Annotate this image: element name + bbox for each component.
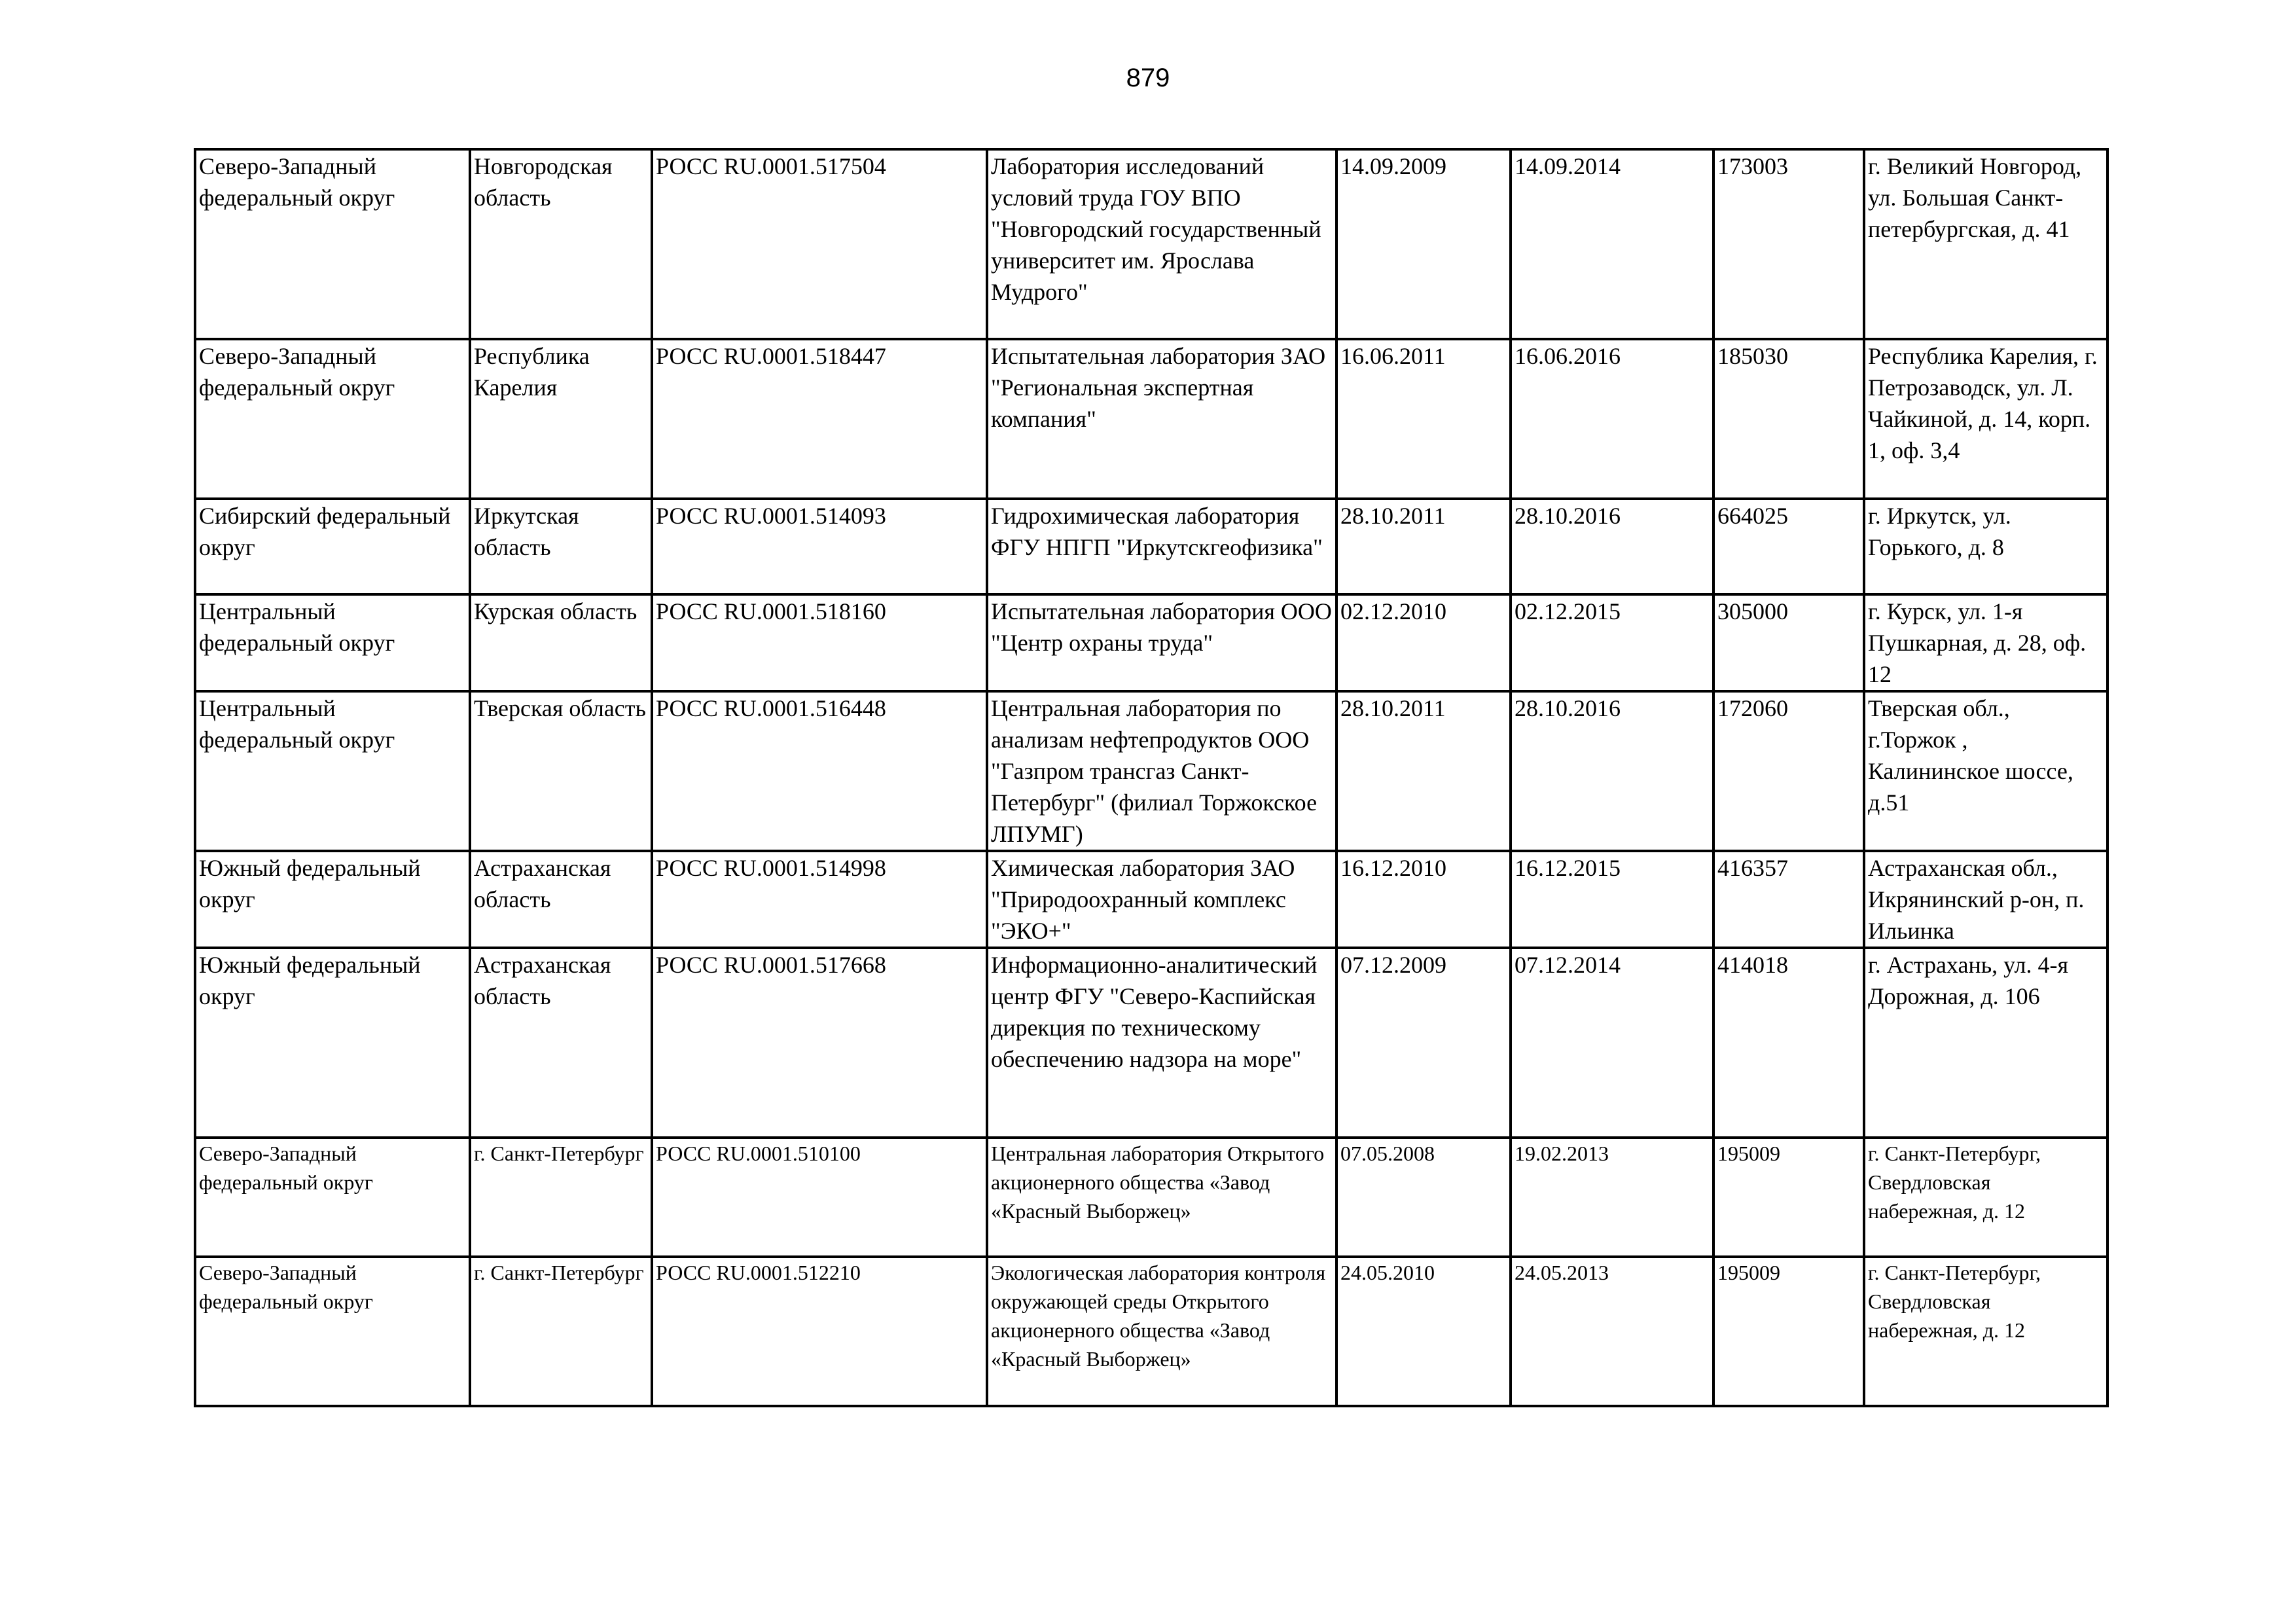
table-row	[195, 149, 2108, 339]
cell-address: г. Санкт-Петербург, Свердловская набережная, д. 12	[1864, 1138, 2108, 1257]
table-row	[195, 339, 2108, 499]
cell-reg-number: РОСС RU.0001.514998	[652, 851, 987, 948]
cell-reg-number: РОСС RU.0001.518447	[652, 339, 987, 499]
cell-date-to: 14.09.2014	[1511, 149, 1713, 339]
cell-reg-number: РОСС RU.0001.510100	[652, 1138, 987, 1257]
cell-address: Астраханская обл., Икрянинский р-он, п. Ильинка	[1864, 851, 2108, 948]
cell-district: Центральный федеральный округ	[195, 594, 470, 691]
cell-date-from: 28.10.2011	[1336, 691, 1511, 851]
cell-date-from: 16.12.2010	[1336, 851, 1511, 948]
cell-date-from: 14.09.2009	[1336, 149, 1511, 339]
table-row	[195, 1138, 2108, 1257]
cell-organization: Экологическая лаборатория контроля окружающей среды Открытого акционерного общества «Завод «Красный Выборжец»	[987, 1257, 1336, 1406]
table-row	[195, 851, 2108, 948]
cell-organization: Гидрохимическая лаборатория ФГУ НПГП "Иркутскгеофизика"	[987, 499, 1336, 594]
cell-reg-number: РОСС RU.0001.516448	[652, 691, 987, 851]
cell-organization: Информационно-аналитический центр ФГУ "Северо-Каспийская дирекция по техническому обеспечению надзора на море"	[987, 948, 1336, 1138]
cell-date-from: 28.10.2011	[1336, 499, 1511, 594]
cell-postcode: 172060	[1713, 691, 1864, 851]
cell-address: г. Курск, ул. 1-я Пушкарная, д. 28, оф. 12	[1864, 594, 2108, 691]
cell-reg-number: РОСС RU.0001.517504	[652, 149, 987, 339]
cell-region: Астраханская область	[470, 948, 652, 1138]
cell-address: г. Иркутск, ул. Горького, д. 8	[1864, 499, 2108, 594]
cell-reg-number: РОСС RU.0001.518160	[652, 594, 987, 691]
cell-address: г. Санкт-Петербург, Свердловская набережная, д. 12	[1864, 1257, 2108, 1406]
cell-date-to: 16.12.2015	[1511, 851, 1713, 948]
cell-date-to: 24.05.2013	[1511, 1257, 1713, 1406]
cell-date-to: 16.06.2016	[1511, 339, 1713, 499]
cell-district: Южный федеральный округ	[195, 851, 470, 948]
cell-region: Новгородская область	[470, 149, 652, 339]
cell-region: г. Санкт-Петербург	[470, 1257, 652, 1406]
cell-district: Центральный федеральный округ	[195, 691, 470, 851]
table-row	[195, 1257, 2108, 1406]
cell-region: Тверская область	[470, 691, 652, 851]
cell-date-to: 28.10.2016	[1511, 499, 1713, 594]
cell-organization: Химическая лаборатория ЗАО "Природоохранный комплекс "ЭКО+"	[987, 851, 1336, 948]
table-row	[195, 594, 2108, 691]
cell-district: Северо-Западный федеральный округ	[195, 1138, 470, 1257]
cell-postcode: 664025	[1713, 499, 1864, 594]
cell-region: Республика Карелия	[470, 339, 652, 499]
cell-district: Северо-Западный федеральный округ	[195, 339, 470, 499]
cell-district: Сибирский федеральный округ	[195, 499, 470, 594]
cell-date-to: 28.10.2016	[1511, 691, 1713, 851]
cell-district: Северо-Западный федеральный округ	[195, 1257, 470, 1406]
cell-organization: Центральная лаборатория Открытого акционерного общества «Завод «Красный Выборжец»	[987, 1138, 1336, 1257]
cell-organization: Испытательная лаборатория ООО "Центр охраны труда"	[987, 594, 1336, 691]
table-row	[195, 499, 2108, 594]
cell-date-to: 19.02.2013	[1511, 1138, 1713, 1257]
cell-date-from: 07.05.2008	[1336, 1138, 1511, 1257]
cell-postcode: 173003	[1713, 149, 1864, 339]
cell-postcode: 185030	[1713, 339, 1864, 499]
table-row	[195, 948, 2108, 1138]
cell-address: Республика Карелия, г. Петрозаводск, ул. Л. Чайкиной, д. 14, корп. 1, оф. 3,4	[1864, 339, 2108, 499]
cell-date-from: 07.12.2009	[1336, 948, 1511, 1138]
laboratory-registry-table	[194, 148, 2109, 1407]
cell-postcode: 414018	[1713, 948, 1864, 1138]
cell-postcode: 195009	[1713, 1257, 1864, 1406]
cell-reg-number: РОСС RU.0001.514093	[652, 499, 987, 594]
cell-district: Северо-Западный федеральный округ	[195, 149, 470, 339]
cell-date-from: 16.06.2011	[1336, 339, 1511, 499]
page-number: 879	[1126, 63, 1170, 92]
cell-region: Курская область	[470, 594, 652, 691]
cell-organization: Центральная лаборатория по анализам нефтепродуктов ООО "Газпром трансгаз Санкт-Петербург" (филиал Торжокское ЛПУМГ)	[987, 691, 1336, 851]
cell-address: г. Великий Новгород, ул. Большая Санкт-петербургская, д. 41	[1864, 149, 2108, 339]
cell-region: г. Санкт-Петербург	[470, 1138, 652, 1257]
cell-region: Астраханская область	[470, 851, 652, 948]
cell-postcode: 416357	[1713, 851, 1864, 948]
table-row	[195, 691, 2108, 851]
cell-date-from: 24.05.2010	[1336, 1257, 1511, 1406]
cell-reg-number: РОСС RU.0001.517668	[652, 948, 987, 1138]
table-body	[195, 149, 2108, 1406]
cell-address: г. Астрахань, ул. 4-я Дорожная, д. 106	[1864, 948, 2108, 1138]
cell-date-to: 02.12.2015	[1511, 594, 1713, 691]
cell-organization: Испытательная лаборатория ЗАО "Региональная экспертная компания"	[987, 339, 1336, 499]
cell-reg-number: РОСС RU.0001.512210	[652, 1257, 987, 1406]
cell-address: Тверская обл., г.Торжок , Калининское шоссе, д.51	[1864, 691, 2108, 851]
cell-region: Иркутская область	[470, 499, 652, 594]
cell-district: Южный федеральный округ	[195, 948, 470, 1138]
cell-date-to: 07.12.2014	[1511, 948, 1713, 1138]
cell-organization: Лаборатория исследований условий труда ГОУ ВПО "Новгородский государственный университет им. Ярослава Мудрого"	[987, 149, 1336, 339]
cell-postcode: 195009	[1713, 1138, 1864, 1257]
cell-postcode: 305000	[1713, 594, 1864, 691]
cell-date-from: 02.12.2010	[1336, 594, 1511, 691]
